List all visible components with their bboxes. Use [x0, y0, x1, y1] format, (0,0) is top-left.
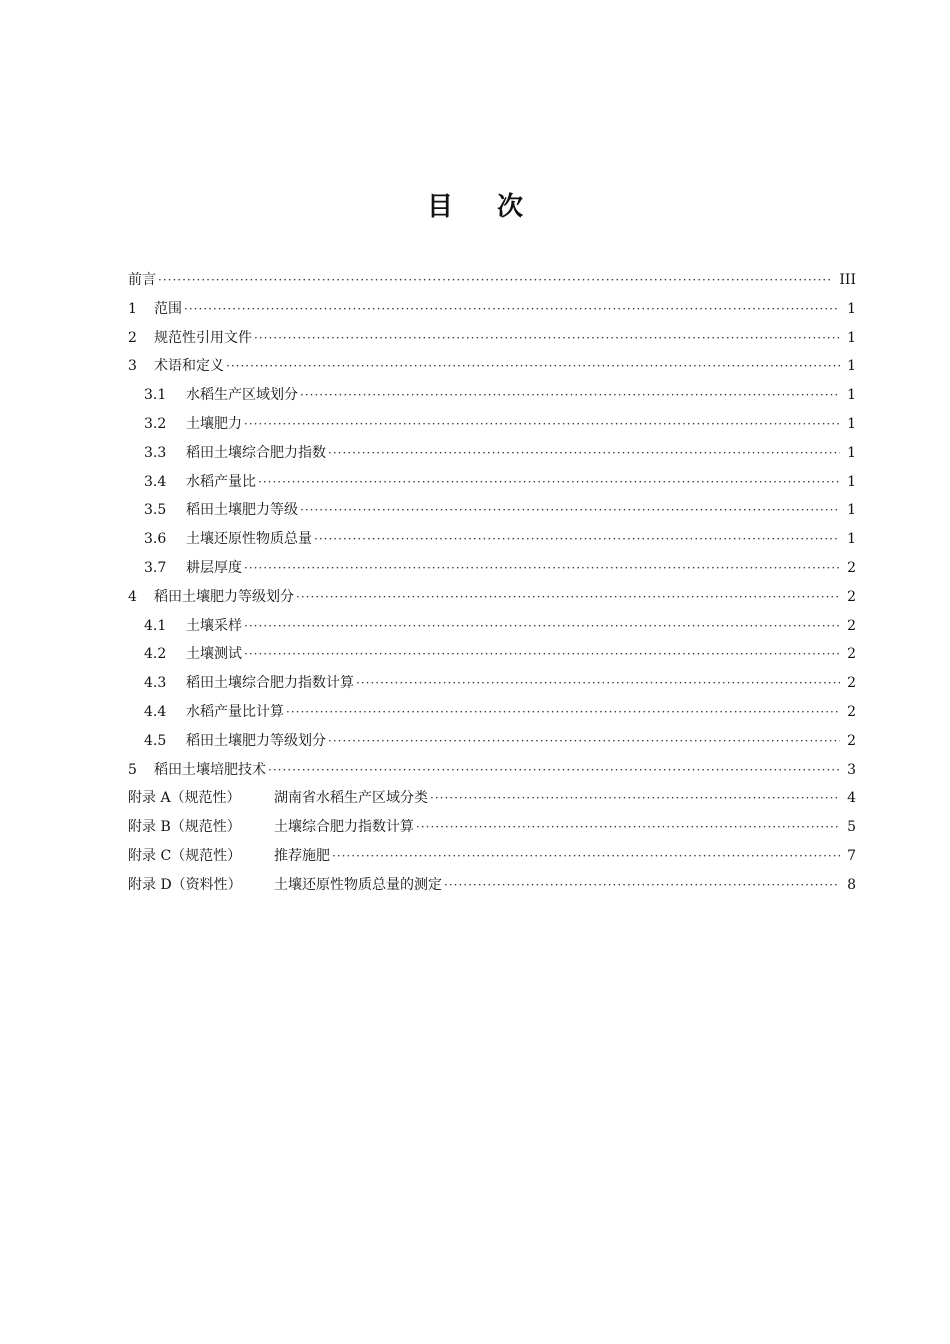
toc-entry-label: 土壤还原性物质总量的测定 [274, 876, 442, 893]
toc-entry-number: 3.5 [144, 502, 167, 519]
toc-leader-dots [416, 813, 840, 842]
toc-entry-number: 5 [128, 761, 137, 778]
toc-entry-page: 1 [847, 415, 856, 432]
toc-leader-dots [258, 468, 840, 497]
toc-entry-number: 附录 D（资料性） [128, 876, 242, 893]
toc-entry[interactable] [128, 784, 856, 813]
toc-entry-page: 1 [847, 502, 856, 519]
toc-entry-label: 湖南省水稻生产区域分类 [274, 790, 428, 807]
toc-entry-page: 2 [847, 703, 856, 720]
toc-entry-number: 3 [128, 358, 137, 375]
toc-entry[interactable] [128, 727, 856, 756]
toc-entry-label: 术语和定义 [154, 358, 224, 375]
toc-entry-page: 1 [847, 358, 856, 375]
toc-entry-label: 水稻产量比 [186, 473, 256, 490]
toc-leader-dots [184, 295, 840, 324]
toc-leader-dots [244, 554, 840, 583]
toc-entry-number: 4.4 [144, 703, 167, 720]
toc-entry[interactable] [128, 468, 856, 497]
toc-leader-dots [430, 784, 840, 813]
toc-entry-label: 耕层厚度 [186, 559, 242, 576]
toc-entry[interactable] [128, 842, 856, 871]
toc-entry-label: 范围 [154, 300, 182, 317]
toc-entry-number: 附录 B（规范性） [128, 819, 241, 836]
toc-leader-dots [300, 496, 840, 525]
toc-entry[interactable] [128, 496, 856, 525]
toc-leader-dots [328, 439, 840, 468]
page-title [0, 186, 950, 223]
toc-leader-dots [332, 842, 840, 871]
toc-entry-page: 1 [847, 444, 856, 461]
toc-entry[interactable] [128, 266, 856, 295]
toc-leader-dots [226, 352, 840, 381]
toc-entry-page: 2 [847, 617, 856, 634]
toc-entry-label: 土壤综合肥力指数计算 [274, 819, 414, 836]
toc-leader-dots [244, 612, 840, 641]
toc-entry-number: 3.1 [144, 387, 167, 404]
toc-entry-label: 土壤采样 [186, 617, 242, 634]
toc-leader-dots [158, 266, 833, 295]
toc-entry-label: 稻田土壤综合肥力指数计算 [186, 675, 354, 692]
toc-entry[interactable] [128, 813, 856, 842]
table-of-contents [128, 266, 856, 900]
toc-entry-page: 1 [847, 300, 856, 317]
toc-entry-number: 3.6 [144, 531, 167, 548]
toc-entry-number: 4.1 [144, 617, 167, 634]
toc-leader-dots [268, 756, 840, 785]
toc-leader-dots [244, 410, 840, 439]
toc-entry-page: 2 [847, 588, 856, 605]
toc-entry-label: 稻田土壤肥力等级划分 [154, 588, 294, 605]
toc-entry[interactable] [128, 295, 856, 324]
toc-entry-label: 土壤肥力 [186, 415, 242, 432]
toc-leader-dots [296, 583, 840, 612]
toc-entry-page: 2 [847, 675, 856, 692]
toc-entry-page: 1 [847, 531, 856, 548]
toc-entry-number: 3.7 [144, 559, 167, 576]
toc-entry[interactable] [128, 410, 856, 439]
toc-entry[interactable] [128, 554, 856, 583]
toc-entry[interactable] [128, 756, 856, 785]
toc-entry-label: 水稻产量比计算 [186, 703, 284, 720]
toc-entry-number: 附录 A（规范性） [128, 790, 241, 807]
toc-entry-number: 4.2 [144, 646, 167, 663]
toc-entry-number: 4.5 [144, 732, 167, 749]
toc-leader-dots [254, 324, 840, 353]
title-char-1: 目 [426, 192, 453, 222]
toc-entry-page: 8 [847, 876, 856, 893]
title-char-2: 次 [497, 192, 524, 222]
toc-entry-number: 2 [128, 329, 137, 346]
toc-entry-label: 稻田土壤肥力等级 [186, 502, 298, 519]
toc-entry[interactable] [128, 583, 856, 612]
toc-entry-page: 4 [847, 790, 856, 807]
toc-entry-page: 1 [847, 387, 856, 404]
toc-entry[interactable] [128, 381, 856, 410]
toc-entry-page: 5 [847, 819, 856, 836]
toc-entry[interactable] [128, 698, 856, 727]
toc-entry-page: 3 [847, 761, 856, 778]
toc-entry-label: 稻田土壤培肥技术 [154, 761, 266, 778]
toc-entry-page: 1 [847, 329, 856, 346]
toc-entry-number: 3.4 [144, 473, 167, 490]
toc-entry-page: 2 [847, 732, 856, 749]
toc-entry-label: 土壤测试 [186, 646, 242, 663]
toc-entry-page: III [839, 272, 856, 288]
toc-entry-label: 稻田土壤肥力等级划分 [186, 732, 326, 749]
toc-entry-page: 7 [847, 847, 856, 864]
toc-entry[interactable] [128, 439, 856, 468]
toc-entry-label: 水稻生产区域划分 [186, 387, 298, 404]
toc-entry-label: 规范性引用文件 [154, 329, 252, 346]
toc-entry[interactable] [128, 640, 856, 669]
toc-entry-page: 2 [847, 646, 856, 663]
toc-entry-number: 附录 C（规范性） [128, 847, 242, 864]
toc-entry-label: 土壤还原性物质总量 [186, 531, 312, 548]
toc-entry-label: 推荐施肥 [274, 847, 330, 864]
toc-entry-page: 2 [847, 559, 856, 576]
toc-leader-dots [444, 871, 840, 900]
toc-leader-dots [328, 727, 840, 756]
toc-leader-dots [356, 669, 840, 698]
toc-entry-label: 前言 [128, 272, 156, 288]
toc-entry[interactable] [128, 871, 856, 900]
toc-leader-dots [314, 525, 840, 554]
toc-entry-label: 稻田土壤综合肥力指数 [186, 444, 326, 461]
toc-entry-number: 4 [128, 588, 137, 605]
toc-entry[interactable] [128, 669, 856, 698]
toc-entry[interactable] [128, 612, 856, 641]
toc-leader-dots [244, 640, 840, 669]
toc-entry[interactable] [128, 324, 856, 353]
toc-entry[interactable] [128, 525, 856, 554]
toc-entry-page: 1 [847, 473, 856, 490]
toc-leader-dots [286, 698, 840, 727]
toc-entry-number: 4.3 [144, 675, 167, 692]
toc-leader-dots [300, 381, 840, 410]
toc-entry-number: 3.2 [144, 415, 167, 432]
toc-entry-number: 1 [128, 300, 137, 317]
toc-entry[interactable] [128, 352, 856, 381]
toc-entry-number: 3.3 [144, 444, 167, 461]
